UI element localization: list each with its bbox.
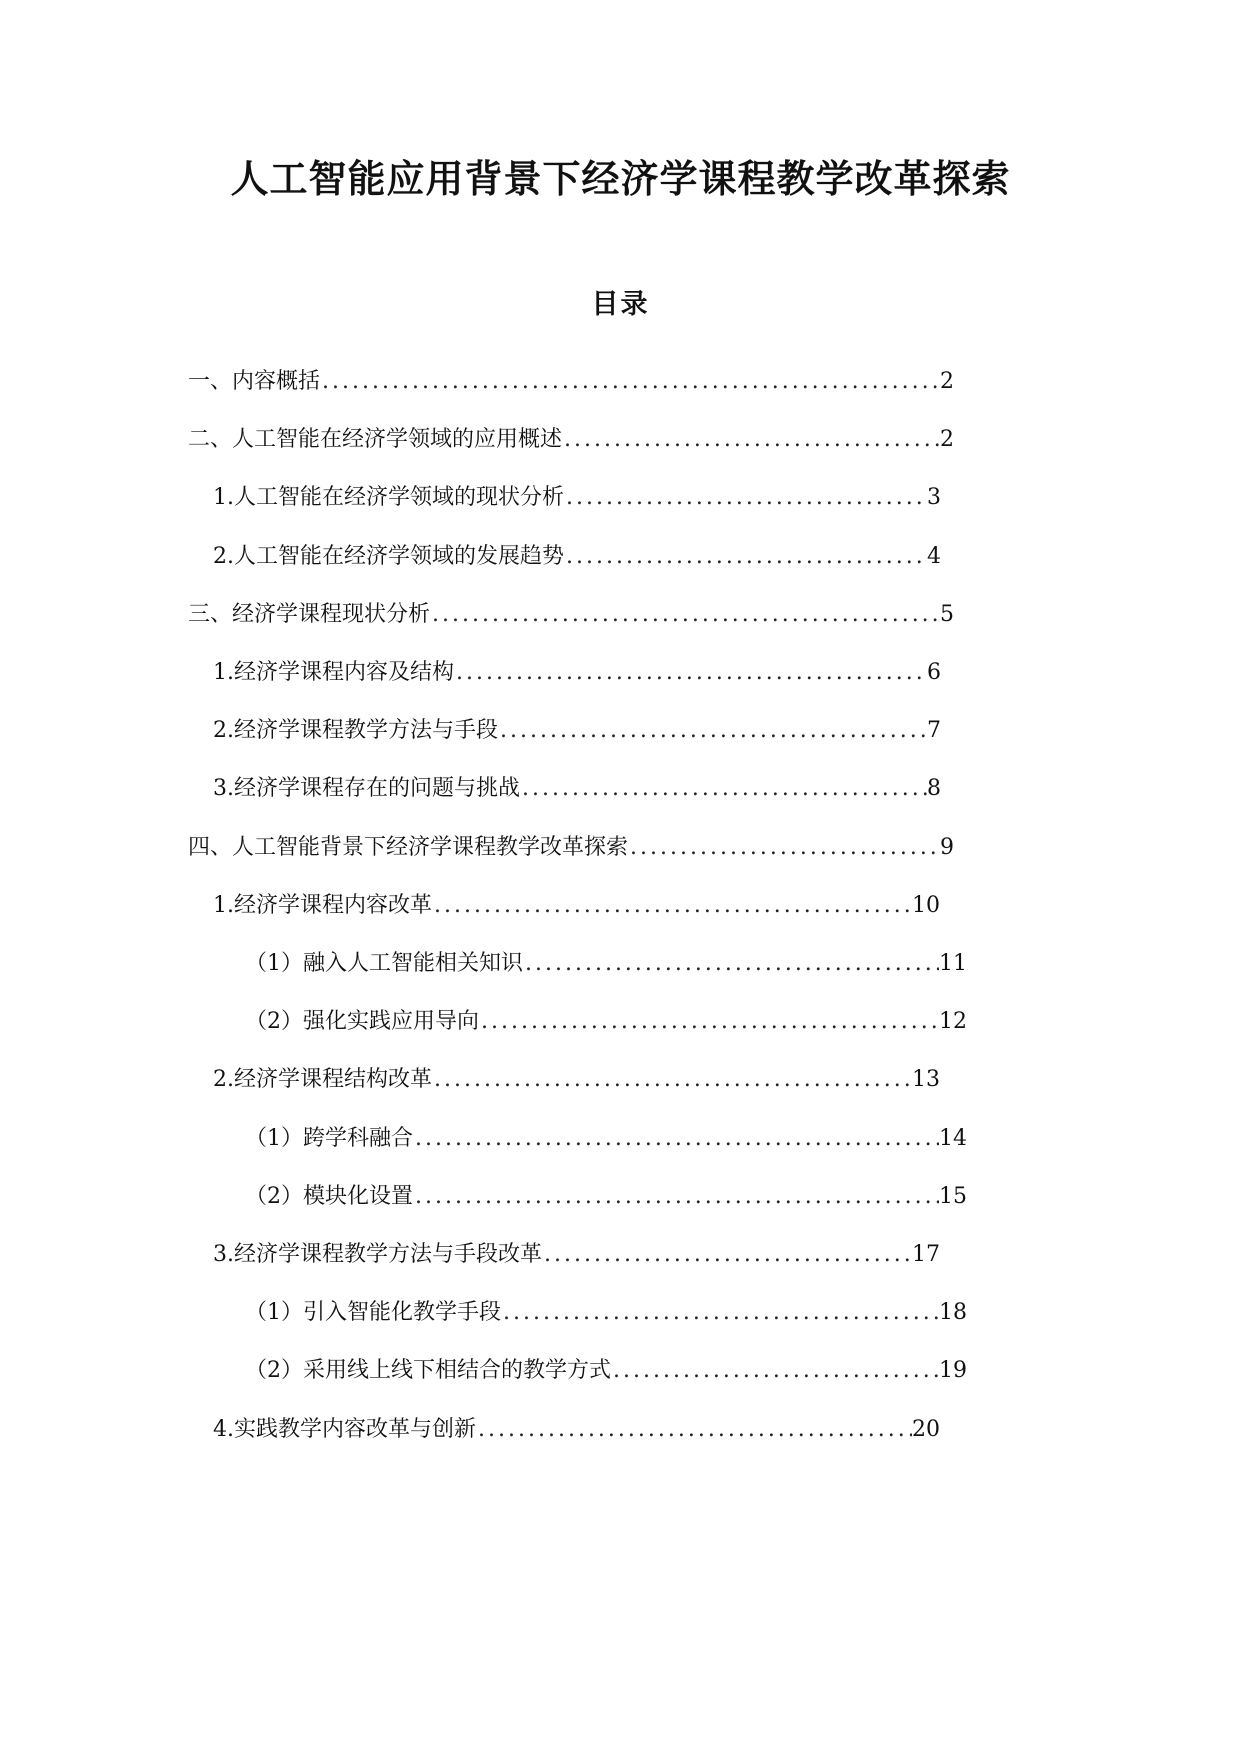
toc-entry[interactable] [245,1293,967,1333]
toc-entry[interactable] [213,1060,940,1100]
toc-entry-label: （1）跨学科融合 [245,1125,413,1151]
toc-entry[interactable] [213,886,940,926]
toc-entry-label: 四、人工智能背景下经济学课程教学改革探索 [188,834,629,860]
toc-entry-number: 2. [213,1067,234,1093]
toc-dot-leader [523,944,939,984]
toc-entry-label: 经济学课程结构改革 [234,1067,433,1093]
toc-entry-label: 经济学课程教学方法与手段 [234,718,499,744]
toc-dot-leader [432,1060,912,1100]
toc-entry[interactable] [213,653,941,693]
toc-entry-page-number: 9 [940,834,954,860]
toc-entry-label: （2）模块化设置 [245,1183,413,1209]
toc-entry-page-number: 2 [940,427,954,453]
toc-entry-label: 三、经济学课程现状分析 [188,601,431,627]
toc-dot-leader [320,362,940,402]
toc-entry[interactable] [213,769,941,809]
document-title: 人工智能应用背景下经济学课程教学改革探索 [230,156,1011,201]
toc-dot-leader [520,769,927,809]
toc-entry-page-number: 12 [939,1009,967,1035]
toc-dot-leader [611,1351,939,1391]
toc-entry-label: （2）强化实践应用导向 [245,1009,479,1035]
toc-dot-leader [562,420,940,460]
toc-entry-label: 经济学课程存在的问题与挑战 [234,776,521,802]
toc-entry[interactable] [213,478,941,518]
toc-entry-page-number: 20 [912,1416,940,1442]
toc-dot-leader [413,1119,939,1159]
toc-dot-leader [432,886,912,926]
toc-entry-page-number: 2 [940,369,954,394]
toc-entry-page-number: 17 [912,1242,940,1267]
toc-entry[interactable] [245,944,967,984]
toc-entry-number: 2. [213,543,234,569]
toc-entry[interactable] [245,1002,967,1042]
toc-dot-leader [498,711,927,751]
toc-entry-label: 一、内容概括 [188,369,321,394]
toc-entry[interactable] [213,537,941,577]
toc-entry-label: 经济学课程教学方法与手段改革 [234,1242,543,1267]
toc-entry-label: 实践教学内容改革与创新 [234,1416,477,1442]
toc-entry[interactable] [188,362,954,402]
toc-heading: 目录 [591,289,650,320]
toc-dot-leader [501,1293,939,1333]
toc-entry-label: 人工智能在经济学领域的发展趋势 [234,543,565,569]
toc-dot-leader [413,1177,939,1217]
toc-dot-leader [454,653,927,693]
toc-entry-page-number: 19 [939,1358,967,1384]
toc-dot-leader [479,1002,939,1042]
toc-entry-page-number: 14 [939,1125,967,1151]
toc-dot-leader [564,537,927,577]
toc-entry-number: 3. [213,776,234,802]
toc-entry-number: 1. [213,485,234,511]
toc-entry-page-number: 5 [940,601,954,627]
toc-entry-number: 1. [213,892,234,918]
toc-entry-label: 人工智能在经济学领域的现状分析 [234,485,565,511]
toc-entry-page-number: 8 [927,776,941,802]
toc-entry-page-number: 15 [939,1183,967,1209]
toc-entry-page-number: 7 [927,718,941,744]
toc-dot-leader [628,828,940,868]
toc-entry[interactable] [245,1351,967,1391]
toc-entry-label: （1）引入智能化教学手段 [245,1300,501,1326]
toc-entry-label: 经济学课程内容及结构 [234,660,455,685]
toc-entry-number: 1. [213,660,234,685]
toc-dot-leader [564,478,927,518]
toc-entry-number: 2. [213,718,234,744]
toc-entry-page-number: 13 [912,1067,940,1093]
toc-entry[interactable] [245,1119,967,1159]
toc-entry[interactable] [213,1235,940,1275]
toc-entry[interactable] [188,420,954,460]
toc-entry-label: 二、人工智能在经济学领域的应用概述 [188,427,563,453]
toc-entry-page-number: 10 [912,892,940,918]
toc-entry[interactable] [188,595,954,635]
toc-entry[interactable] [213,711,941,751]
toc-entry-page-number: 3 [927,485,941,511]
toc-entry[interactable] [245,1177,967,1217]
toc-entry-label: 经济学课程内容改革 [234,892,433,918]
toc-entry-page-number: 4 [927,543,941,569]
toc-entry-number: 4. [213,1416,234,1442]
toc-entry-number: 3. [213,1242,234,1267]
toc-entry-page-number: 11 [939,951,967,976]
toc-entry[interactable] [213,1410,940,1450]
toc-dot-leader [430,595,940,635]
toc-entry-label: （2）采用线上线下相结合的教学方式 [245,1358,611,1384]
toc-entry-page-number: 18 [939,1300,967,1326]
toc-entry[interactable] [188,828,954,868]
toc-dot-leader [476,1410,912,1450]
toc-entry-page-number: 6 [927,660,941,685]
toc-dot-leader [542,1235,912,1275]
toc-entry-label: （1）融入人工智能相关知识 [245,951,523,976]
